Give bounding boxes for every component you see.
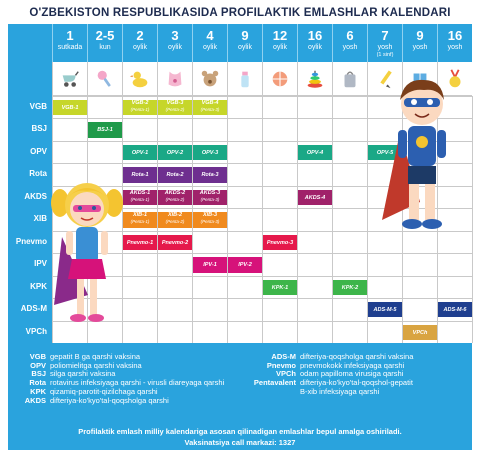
age-unit: yosh [342,44,358,51]
boy-illustration [378,70,463,240]
age-column-header [122,24,157,62]
legend-desc: difteriya-ko'kyo'tal-qoqshol-gepatit [300,378,413,388]
vaccine-cell [403,325,437,340]
icon-cell [297,62,332,96]
vaccine-dose-label: AKDS-1 [129,189,151,196]
vaccine-dose-label: XIB-2 [167,212,183,219]
vaccine-dose-note: (Penta-3) [200,107,220,112]
row-label-opv: OPV [30,146,47,156]
vaccine-cell [263,235,297,250]
vaccine-dose-label: KPK-1 [271,284,289,291]
grid-vline [472,96,473,343]
age-column-header [367,24,402,62]
vaccine-dose-note: (Penta-2) [165,219,185,225]
legend-right [238,353,468,397]
age-unit: oylik [167,44,182,51]
age-number: 2-5 [95,28,115,43]
row-label-akds: AKDS [24,191,47,201]
vaccine-cell [298,145,332,160]
legend-abbr: Rota [29,378,46,388]
age-number: 3 [171,28,179,43]
age-unit: kun [99,44,111,51]
vaccine-dose-label: OPV-4 [306,149,324,156]
legend-desc: difteriya-qoqsholga qarshi vaksina [300,352,414,361]
vaccine-cell [193,190,227,205]
vaccine-cell [158,190,192,205]
age-unit: oylik [272,44,287,51]
vaccine-dose-note: (Penta-3) [200,196,220,202]
vaccine-cell [158,212,192,227]
age-column-header [262,24,297,62]
age-column-header [402,24,437,62]
vaccine-cell [333,280,367,295]
vaccine-cell [193,257,227,272]
age-number: 16 [447,28,463,43]
legend-abbr [238,388,300,397]
vaccine-dose-label: Pnevmo-2 [161,239,189,246]
vaccine-dose-label: Rota-1 [131,172,149,179]
row-label-ipv: IPV [34,259,47,269]
vaccine-cell [263,280,297,295]
age-column-header [157,24,192,62]
vaccine-dose-note: (Penta-1) [130,107,150,112]
row-label-kpk: KPK [30,281,47,291]
age-unit: oylik [237,44,252,51]
vaccine-dose-label: AKDS-2 [164,189,186,196]
footer-callcenter: Vaksinatsiya call markazi: 1327 [184,438,296,447]
legend-desc: difteriya-ko'kyo'tal-qoqsholga qarshi [50,395,169,405]
pyramid-icon [304,68,326,90]
age-column-header [332,24,367,62]
age-number: 12 [272,28,288,43]
age-column-header [52,24,87,62]
vaccine-dose-label: ADS-M-6 [443,307,467,314]
vaccine-cell [123,235,157,250]
legend-left [8,353,238,405]
legend-abbr: KPK [30,386,46,396]
vaccine-cell [193,167,227,182]
legend-desc: odam papilloma virusiga qarshi [300,369,404,379]
legend-abbr: VPCh [275,369,296,379]
row-label-vgb: VGB [29,102,47,111]
vaccine-dose-note: (Penta-3) [200,219,220,225]
age-number: 4 [206,28,214,43]
age-column-header [192,24,227,62]
age-number: 16 [307,28,323,43]
legend-abbr: ADS-M [271,352,296,361]
vaccine-dose-label: OPV-1 [131,149,149,156]
vaccine-dose-label: XIB-3 [202,212,218,219]
legend-abbr: VGB [29,352,46,361]
age-number: 2 [136,28,144,43]
age-number: 1 [66,28,74,43]
age-unit: yosh [412,44,428,51]
icon-cell [52,62,87,96]
vaccine-dose-note: (Penta-2) [165,196,185,202]
schoolbag-icon [339,68,361,90]
rattle-icon [94,68,116,90]
vaccine-dose-note: (Penta-1) [130,196,150,202]
age-column-header [87,24,122,62]
grid-vline [297,96,298,343]
vaccine-dose-label: OPV-2 [166,149,184,156]
grid-vline [227,96,228,343]
legend-row [8,397,238,406]
vaccine-cell [123,100,157,115]
icon-cell [332,62,367,96]
vaccine-dose-label: VPCh [412,329,428,336]
vaccine-dose-label: Pnevmo-3 [266,239,294,246]
vaccine-cell [158,100,192,115]
vaccine-dose-label: VGB-2 [131,100,149,106]
vaccine-cell [298,190,332,205]
vaccine-dose-label: IPV-1 [203,262,217,269]
bottle-icon [234,68,256,90]
row-label-rota: Rota [29,169,47,179]
bib-icon [164,68,186,90]
vaccine-cell [158,235,192,250]
row-label-pnevmo: Pnevmo [15,236,47,246]
vaccine-cell [123,212,157,227]
row-label-ads-m: ADS-M [20,304,47,314]
vaccine-dose-label: VGB-1 [61,105,79,111]
vaccine-cell [123,145,157,160]
vaccine-dose-label: ADS-M-5 [373,307,397,314]
age-column-header [437,24,472,62]
vaccine-cell [228,257,262,272]
vaccine-cell [53,100,87,115]
vaccine-dose-label: BSJ-1 [97,127,113,134]
vaccine-dose-label: AKDS-4 [304,194,326,201]
vaccine-cell [158,145,192,160]
age-note: (1 sinf) [376,52,394,58]
row-label-bsj: BSJ [31,124,47,134]
legend-desc: qizamiq-parotit-qizilchaga qarshi [50,386,158,396]
legend-desc: poliomielitga qarshi vaksina [50,360,142,370]
page-title: O'ZBEKISTON RESPUBLIKASIDA PROFILAKTIK EMLASHLAR KALENDARI [29,7,451,19]
legend-abbr: AKDS [24,395,46,405]
row-label-xib: XIB [33,214,47,224]
icon-cell [192,62,227,96]
vaccine-cell [193,100,227,115]
grid-vline [332,96,333,343]
vaccine-dose-label: Rota-2 [166,172,184,179]
vaccine-dose-note: (Penta-1) [130,219,150,225]
vaccine-dose-label: VGB-4 [201,100,219,106]
legend-abbr: Pnevmo [266,360,296,370]
vaccine-cell [193,145,227,160]
vaccine-dose-label: Pnevmo-1 [126,239,154,246]
vaccine-dose-label: Rota-3 [201,172,219,179]
legend-desc: pnevmokokk infeksiyaga qarshi [300,360,405,370]
legend-desc: B-xib infeksiyaga qarshi [300,386,380,396]
vaccine-dose-label: OPV-3 [201,149,219,156]
vaccine-dose-label: VGB-3 [166,100,184,106]
age-number: 9 [241,28,249,43]
age-column-header [227,24,262,62]
legend-desc: silga qarshi vaksina [50,369,116,379]
legend-desc: rotavirus infeksiyaga qarshi - virusli diareyaga qarshi [50,378,225,388]
legend-row [238,388,468,397]
grid-vline [262,96,263,343]
age-number: 7 [381,28,389,43]
icon-cell [227,62,262,96]
row-label-vpch: VPCh [25,326,47,336]
legend-abbr: Pentavalent [253,378,296,388]
vaccine-dose-label: AKDS-3 [199,189,221,196]
age-unit: oylik [202,44,217,51]
vaccine-dose-label: XIB-1 [132,212,148,219]
footer-note: Profilaktik emlash milliy kalendariga asosan qilinadigan emlashlar bepul amalga oshiriladi. [78,427,402,436]
age-number: 6 [346,28,354,43]
icon-cell [262,62,297,96]
vaccine-cell [158,167,192,182]
legend-desc: gepatit B ga qarshi vaksina [50,352,141,361]
age-unit: oylik [132,44,147,51]
vaccine-dose-label: KPK-2 [341,284,359,291]
girl-illustration [48,175,128,335]
age-number: 9 [416,28,424,43]
vaccine-cell [123,190,157,205]
stroller-icon [59,68,81,90]
age-unit: yosh [447,44,463,51]
vaccine-dose-label: OPV-5 [376,149,394,156]
bear-icon [199,68,221,90]
ball-icon [269,68,291,90]
vaccine-cell [123,167,157,182]
vaccine-cell [88,122,122,137]
age-unit: yosh [377,44,393,51]
vaccine-dose-note: (Penta-2) [165,107,185,112]
age-unit: sutkada [57,44,83,51]
icon-cell [122,62,157,96]
vaccine-cell [368,302,402,317]
vaccine-dose-label: IPV-2 [238,262,252,269]
duck-icon [129,68,151,90]
icon-cell [157,62,192,96]
legend-abbr: BSJ [31,369,46,379]
legend-abbr: OPV [30,360,46,370]
age-unit: oylik [307,44,322,51]
vaccine-cell [193,212,227,227]
icon-cell [87,62,122,96]
age-column-header [297,24,332,62]
vaccine-cell [438,302,472,317]
